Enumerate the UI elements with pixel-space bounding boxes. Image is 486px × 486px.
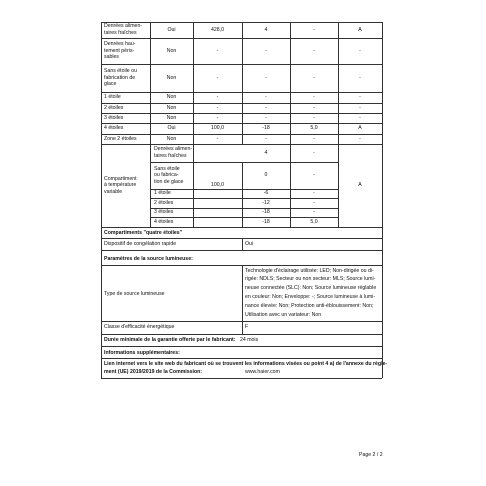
variable-subrow-name: ou fabrica- [154,172,179,179]
variable-subrow-temperature: -18 [262,209,270,216]
compartment-temperature: - [265,47,267,54]
compartment-name: Sans étoile ou [104,68,137,75]
table-rule-h [150,208,338,209]
variable-subrow-freezing-capacity: - [313,199,315,206]
warranty-label: Durée minimale de la garantie offerte par le fabricant: [104,336,236,343]
compartment-name: tement péris- [104,47,135,54]
energy-class-value: F [245,323,249,330]
variable-subrow-name: tion de glace [154,178,184,185]
compartment-present: Non [166,114,177,121]
variable-subrow-name: taires fraîches [154,153,187,159]
compartment-present: Non [166,135,177,142]
variable-subrow-freezing-capacity: 5,0 [310,218,318,225]
compartment-name: 2 étoiles [104,104,124,111]
compartment-present: Oui [167,125,176,132]
compartment-volume: - [216,94,219,101]
info-link-text: ment (UE) 2019/2019 de la Commission: [104,369,203,375]
compartment-temperature: - [265,74,267,81]
compartment-climate-class: A [358,26,362,33]
compartment-name: Zone 2 étoiles [104,135,137,142]
variable-subrow-temperature: 4 [264,149,268,156]
variable-compartment-label: Compartiment [104,175,137,182]
compartment-volume: 428,0 [211,26,224,33]
compartment-freezing-capacity: - [313,114,315,121]
compartment-name: taires fraîches [104,30,137,36]
light-type-value: rigée: NDLS; Secteur ou non secteur: MLS; Source lumi- [245,276,376,283]
compartment-freezing-capacity: 5,0 [310,125,318,132]
four-star-heading: Compartiments "quatre étoiles" [104,229,183,236]
variable-subrow-freezing-capacity: - [313,209,315,216]
compartment-name: 4 étoiles [104,125,124,132]
table-rule-h [150,189,338,190]
compartment-climate-class: A [358,125,362,132]
variable-subrow-temperature: -18 [262,218,270,225]
compartment-present: Oui [167,26,176,33]
table-rule-h [101,378,382,379]
table-rule-h [101,250,382,251]
light-source-heading: Paramètres de la source lumineuse: [104,256,193,262]
table-rule-h [101,227,382,228]
light-type-value: Utilisation avec un variateur: Non [245,311,322,318]
variable-subrow-temperature: -6 [263,190,269,197]
energy-class-label: Classe d'efficacité énergétique [104,323,175,330]
variable-compartment-label: à température [104,182,137,189]
light-type-value: nance élevée: Non; Protection anti-éblouissement: Non; [245,302,374,309]
table-rule-h [101,334,382,335]
compartment-temperature: 4 [264,26,268,33]
compartment-freezing-capacity: - [313,104,315,111]
table-rule-h [150,198,338,199]
table-rule-v [242,265,243,334]
variable-subrow-name: 3 étoiles [154,209,174,216]
variable-subrow-temperature: -12 [262,199,270,206]
compartment-volume: - [216,135,219,142]
rapid-freeze-label: Dispositif de congélation rapide [104,240,177,247]
compartment-climate-class: - [359,74,361,81]
rapid-freeze-value: Oui [245,240,254,247]
table-rule-h [101,358,382,359]
compartment-climate-class: - [359,114,361,121]
variable-subrow-name: Denrées alimen- [154,146,193,153]
compartment-volume: - [216,114,219,121]
light-type-value: en couleur: Non; Enveloppe: -; Source lumineuse à lumi- [245,293,376,300]
compartment-name: glace [104,81,117,88]
compartment-temperature: - [265,104,267,111]
variable-subrow-freezing-capacity: - [313,149,315,156]
compartment-temperature: - [265,114,267,121]
compartment-freezing-capacity: - [313,135,315,142]
compartment-name: sables [104,54,119,61]
compartment-climate-class: - [359,47,361,54]
variable-subrow-name: 4 étoiles [154,218,174,225]
variable-subrow-name: Sans étoile [154,165,180,172]
compartment-present: Non [166,104,177,111]
compartment-temperature: - [265,135,267,142]
compartment-freezing-capacity: - [313,74,315,81]
compartment-name: 3 étoiles [104,114,124,121]
table-rule-v [242,238,243,250]
table-rule-v [382,227,383,378]
compartment-temperature: -18 [262,125,270,132]
compartment-freezing-capacity: - [313,94,315,101]
table-rule-v [150,22,151,227]
table-rule-h [101,346,382,347]
variable-subrow-temperature: 0 [264,172,268,179]
compartment-volume: 100,0 [211,125,224,132]
variable-compartment-volume: 100,0 [211,182,224,189]
table-rule-v [101,22,102,227]
light-type-value: neuse connectée (SLC): Non; Source lumineuse réglable [245,285,377,292]
table-rule-h [150,162,338,163]
page-number: Page 2 / 2 [359,452,383,458]
info-link-text: Lien internet vers le site web du fabricant où se trouvent les informations visées ou point 4 a) de l'annexe du règle- [104,360,388,367]
variable-subrow-freezing-capacity: - [313,172,315,179]
info-heading: Informations supplémentaires: [104,349,180,356]
variable-subrow-name: 2 étoiles [154,199,174,206]
compartment-present: Non [166,74,177,81]
table-rule-v [382,22,383,227]
compartment-climate-class: - [359,135,361,142]
compartment-volume: - [216,104,219,111]
info-url[interactable]: www.haier.com [245,369,280,375]
warranty-value: 24 mois [240,336,259,343]
table-rule-v [290,22,291,227]
table-rule-v [242,162,243,227]
compartment-name: Denrées alimen- [104,23,143,30]
compartment-climate-class: - [359,104,361,111]
variable-subrow-freezing-capacity: - [313,190,315,197]
table-rule-v [242,22,243,144]
compartment-freezing-capacity: - [313,26,315,33]
compartment-volume: - [216,47,219,54]
table-rule-v [101,227,102,378]
table-rule-v [193,144,194,227]
compartment-freezing-capacity: - [313,47,315,54]
variable-subrow-name: 1 étoile [154,190,171,197]
table-rule-v [338,22,339,227]
light-type-label: Type de source lumineuse [104,291,165,297]
variable-compartment-climate-class: A [358,182,362,189]
compartment-name: 1 étoile [104,94,121,101]
compartment-temperature: - [265,94,267,101]
compartment-name: fabrication de [104,74,136,81]
table-rule-h [150,217,338,218]
compartment-present: Non [166,94,177,101]
variable-compartment-label: variable [104,188,123,195]
table-rule-h [101,144,382,145]
light-type-value: Technologie d'éclairage utilisée: LED; Non-dirigée ou di- [245,267,374,274]
compartment-present: Non [166,47,177,54]
compartment-climate-class: - [359,94,361,101]
compartment-name: Denrées hau- [104,41,136,48]
compartment-volume: - [216,74,219,81]
